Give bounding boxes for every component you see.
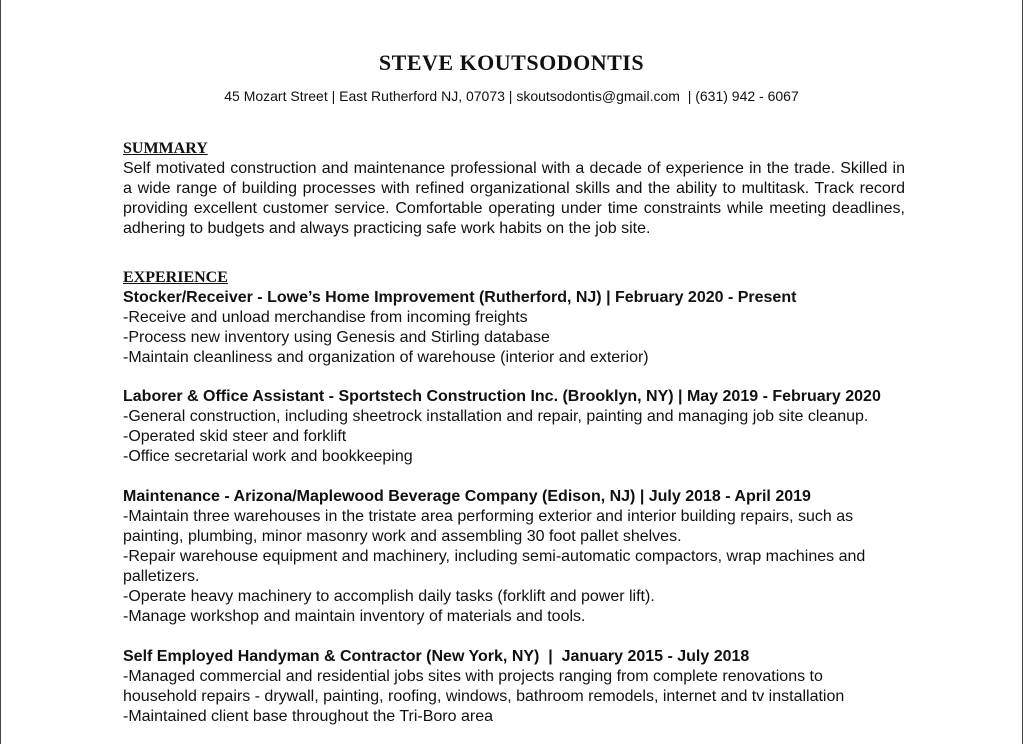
resume-name: STEVE KOUTSODONTIS (378, 50, 645, 75)
experience-heading: EXPERIENCE (123, 269, 228, 286)
contact-line: 45 Mozart Street | East Rutherford NJ, 07073 | skoutsodontis@gmail.com | (631) 942 - 6067 (224, 88, 799, 104)
job-bullet: -Maintain cleanliness and organization of warehouse (interior and exterior) (123, 349, 649, 366)
job-title: Self Employed Handyman & Contractor (New York, NY) | January 2015 - July 2018 (123, 648, 750, 665)
job-entry-sportstech (123, 387, 913, 467)
job-title: Maintenance - Arizona/Maplewood Beverage Company (Edison, NJ) | July 2018 - April 2019 (123, 488, 811, 505)
job-entry-self-employed (123, 647, 883, 727)
job-bullet: -Maintain three warehouses in the tristate area performing exterior and interior building repairs, such as painting, plumbing, minor masonry work and assembling 30 foot pallet shelves. (123, 508, 854, 545)
job-bullet: -General construction, including sheetrock installation and repair, painting and managing job site cleanup. (123, 408, 869, 425)
job-bullet: -Maintained client base throughout the Tri-Boro area (123, 708, 493, 725)
job-bullet: -Process new inventory using Genesis and Stirling database (123, 329, 550, 346)
job-entry-arizona (123, 487, 905, 627)
job-bullet: -Office secretarial work and bookkeeping (123, 448, 413, 465)
job-bullet: -Operate heavy machinery to accomplish daily tasks (forklift and power lift). (123, 588, 655, 605)
resume-page (1, 0, 1022, 744)
job-bullet: -Manage workshop and maintain inventory of materials and tools. (123, 608, 586, 625)
job-bullet: -Operated skid steer and forklift (123, 428, 347, 445)
job-title: Stocker/Receiver - Lowe’s Home Improvement (Rutherford, NJ) | February 2020 - Present (123, 289, 797, 306)
job-bullet: -Repair warehouse equipment and machinery, including semi-automatic compactors, wrap machines and palletizers. (123, 548, 866, 585)
job-bullet: -Receive and unload merchandise from incoming freights (123, 309, 528, 326)
job-bullet: -Managed commercial and residential jobs sites with projects ranging from complete renovations to household repairs - drywall, painting, roofing, windows, bathroom remodels, internet and tv installation (123, 668, 845, 705)
summary-heading: SUMMARY (123, 140, 208, 157)
job-title: Laborer & Office Assistant - Sportstech Construction Inc. (Brooklyn, NY) | May 2019 - February 2020 (123, 388, 881, 405)
job-entry-lowes (123, 288, 913, 368)
summary-text: Self motivated construction and maintenance professional with a decade of experience in the trade. Skilled in a wide range of building processes with refined organizational skills and the ability to multitask. Track record providing excellent customer service. Comfortable operating under time constraints while meeting deadlines, adhering to budgets and always practicing safe work habits on the job site. (123, 160, 905, 237)
